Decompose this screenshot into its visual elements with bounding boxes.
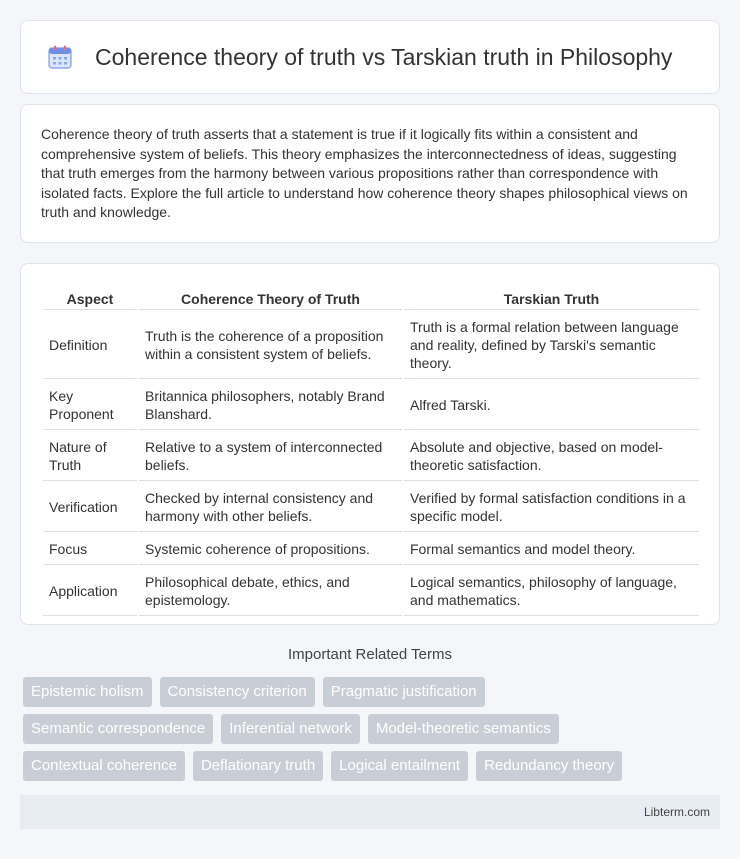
table-row — [43, 534, 699, 565]
tag-row — [23, 714, 723, 744]
tag-inferential-network[interactable]: Inferential network — [221, 714, 360, 744]
tag-pragmatic-justification[interactable]: Pragmatic justification — [323, 677, 485, 707]
cell-coherence: Britannica philosophers, notably Brand Blanshard. — [139, 381, 402, 430]
tag-logical-entailment[interactable]: Logical entailment — [331, 751, 468, 781]
intro-text: Coherence theory of truth asserts that a statement is true if it logically fits within a consistent and comprehensive system of beliefs. This theory emphasizes the interconnectedness of ideas, suggesting that truth emerges from the harmony between various propositions rather than correspondence with isolated facts. Explore the full article to understand how coherence theory shapes philosophical views on truth and knowledge. — [41, 126, 688, 221]
header-tarskian: Tarskian Truth — [404, 286, 699, 310]
cell-tarskian: Alfred Tarski. — [404, 381, 699, 430]
cell-aspect: Focus — [43, 534, 137, 565]
cell-tarskian: Verified by formal satisfaction conditions in a specific model. — [404, 483, 699, 532]
table-row — [43, 381, 699, 430]
related-terms-title: Important Related Terms — [288, 646, 452, 663]
cell-tarskian: Truth is a formal relation between language and reality, defined by Tarski's semantic theory. — [404, 312, 699, 379]
table-row — [43, 483, 699, 532]
cell-aspect: Key Proponent — [43, 381, 137, 430]
header-card — [20, 20, 720, 94]
cell-tarskian: Logical semantics, philosophy of language, and mathematics. — [404, 567, 699, 616]
cell-coherence: Checked by internal consistency and harmony with other beliefs. — [139, 483, 402, 532]
cell-coherence: Relative to a system of interconnected beliefs. — [139, 432, 402, 481]
related-terms-list — [23, 677, 723, 788]
cell-tarskian: Absolute and objective, based on model-theoretic satisfaction. — [404, 432, 699, 481]
page-title: Coherence theory of truth vs Tarskian truth in Philosophy — [95, 43, 673, 70]
header-coherence: Coherence Theory of Truth — [139, 286, 402, 310]
table-row — [43, 312, 699, 379]
cell-aspect: Definition — [43, 312, 137, 379]
tag-row — [23, 751, 723, 781]
cell-aspect: Verification — [43, 483, 137, 532]
table-row — [43, 567, 699, 616]
comparison-card — [20, 263, 720, 625]
cell-aspect: Nature of Truth — [43, 432, 137, 481]
cell-coherence: Truth is the coherence of a proposition within a consistent system of beliefs. — [139, 312, 402, 379]
comparison-table — [41, 284, 701, 618]
tag-redundancy-theory[interactable]: Redundancy theory — [476, 751, 622, 781]
tag-row — [23, 677, 723, 707]
table-row — [43, 432, 699, 481]
tag-deflationary-truth[interactable]: Deflationary truth — [193, 751, 323, 781]
footer-link[interactable]: Libterm.com — [643, 805, 710, 819]
tag-model-theoretic-semantics[interactable]: Model-theoretic semantics — [368, 714, 559, 744]
header-aspect: Aspect — [43, 286, 137, 310]
cell-tarskian: Formal semantics and model theory. — [404, 534, 699, 565]
tag-epistemic-holism[interactable]: Epistemic holism — [23, 677, 152, 707]
footer — [20, 795, 720, 829]
tag-contextual-coherence[interactable]: Contextual coherence — [23, 751, 185, 781]
cell-coherence: Philosophical debate, ethics, and epistemology. — [139, 567, 402, 616]
intro-card — [20, 104, 720, 243]
calendar-icon — [47, 44, 73, 70]
tag-consistency-criterion[interactable]: Consistency criterion — [160, 677, 315, 707]
cell-coherence: Systemic coherence of propositions. — [139, 534, 402, 565]
tag-semantic-correspondence[interactable]: Semantic correspondence — [23, 714, 213, 744]
cell-aspect: Application — [43, 567, 137, 616]
table-header-row — [43, 286, 699, 310]
